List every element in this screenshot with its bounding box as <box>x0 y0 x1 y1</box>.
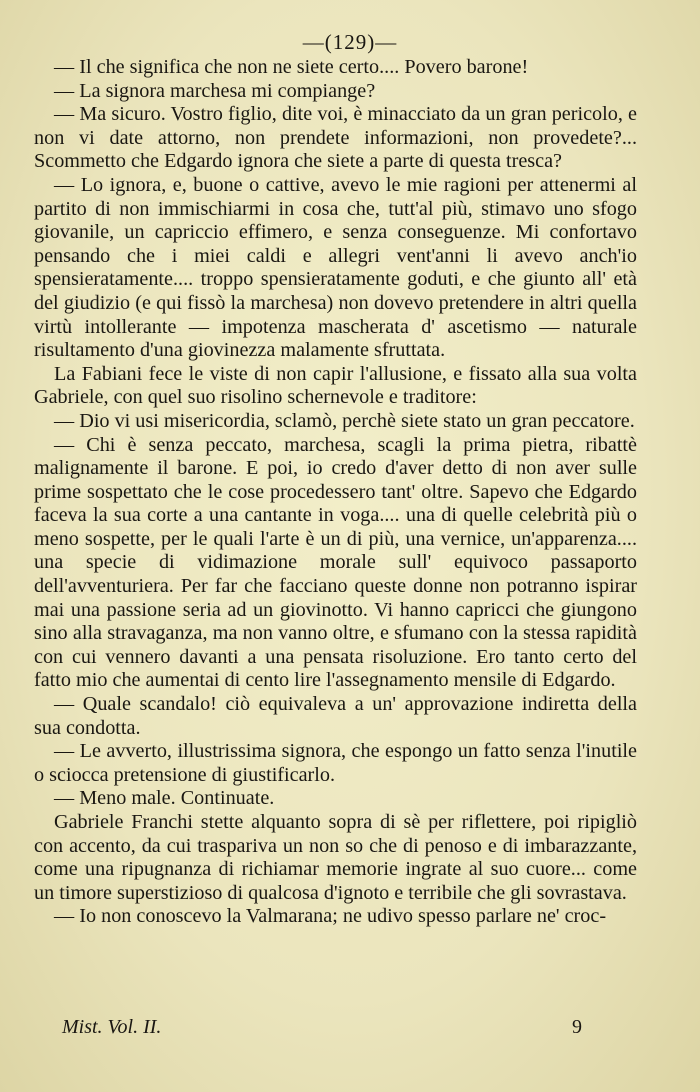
signature-number: 9 <box>572 1016 582 1038</box>
paragraph: — Quale scandalo! ciò equivaleva a un' approvazione indiretta della sua condotta. <box>34 693 637 739</box>
paragraph: — Dio vi usi misericordia, sclamò, perchè siete stato un gran peccatore. <box>54 409 635 432</box>
paragraph: — Io non conoscevo la Valmarana; ne udivo spesso parlare ne' croc- <box>54 905 607 928</box>
page-footer <box>62 1016 582 1039</box>
paragraph: — Le avverto, illustrissima signora, che espongo un fatto senza l'inutile o sciocca pretensione di giustificarlo. <box>34 740 637 786</box>
paragraph: — Lo ignora, e, buone o cattive, avevo le mie ragioni per attenermi al partito di non immischiarmi in cosa che, tutt'al più, stimavo uno sfogo giovanile, un capriccio effimero, e senza conseguenze. Mi confortavo pensando che i miei caldi e allegri vent'anni li avevo anch'io spensieratamente.... troppo spensieratamente goduti, e che giunto all' età del giudizio (e qui fissò la marchesa) non dovevo pretendere in altri quella virtù intollerante — impotenza mascherata d' ascetismo — naturale risultamento d'una giovinezza malamente sfruttata. <box>34 173 637 362</box>
paragraph: — La signora marchesa mi compiange? <box>54 79 376 102</box>
page-body <box>34 56 637 929</box>
paragraph: Gabriele Franchi stette alquanto sopra di sè per riflettere, poi ripigliò con accento, da cui traspariva un non so che di penoso e di imbarazzante, come una ripugnanza di richiamar memorie ingrate al suo cuore... come un timore superstizioso di qualcosa d'ignoto e terribile che gli sovrastava. <box>34 811 637 904</box>
paragraph: — Il che significa che non ne siete certo.... Povero barone! <box>54 56 529 78</box>
paragraph: La Fabiani fece le viste di non capir l'allusione, e fissato alla sua volta Gabriele, con quel suo risolino schernevole e traditore: <box>34 362 637 409</box>
page-number-header: —(129)— <box>302 30 398 54</box>
paragraph: — Meno male. Continuate. <box>54 787 275 810</box>
signature-label: Mist. Vol. II. <box>62 1016 162 1038</box>
paragraph: — Ma sicuro. Vostro figlio, dite voi, è minacciato da un gran pericolo, e non vi date attorno, non prendete informazioni, non provedete?... Scommetto che Edgardo ignora che siete a parte di questa tresca? <box>34 103 637 173</box>
paragraph: — Chi è senza peccato, marchesa, scagli la prima pietra, ribattè malignamente il barone. E poi, io credo d'aver detto di non aver sulle prime sospettato che le cose procedessero tant' oltre. Sapevo che Edgardo faceva la sua corte a una cantante in voga.... una di quelle celebrità più o meno sospette, per le quali l'arte è un di più, una vernice, un'apparenza.... una specie di vidimazione morale sull' equivoco passaporto dell'avventuriera. Per far che facciano queste donne non potranno ispirar mai una passione seria ad un giovinotto. Vi hanno capricci che giungono sino alla stravaganza, ma non vanno oltre, e sfumano con la stessa rapidità con cui vennero davanti a una pensata risoluzione. Ero tanto certo del fatto mio che aumentai di cento lire l'assegnamento mensile di Edgardo. <box>34 433 637 692</box>
